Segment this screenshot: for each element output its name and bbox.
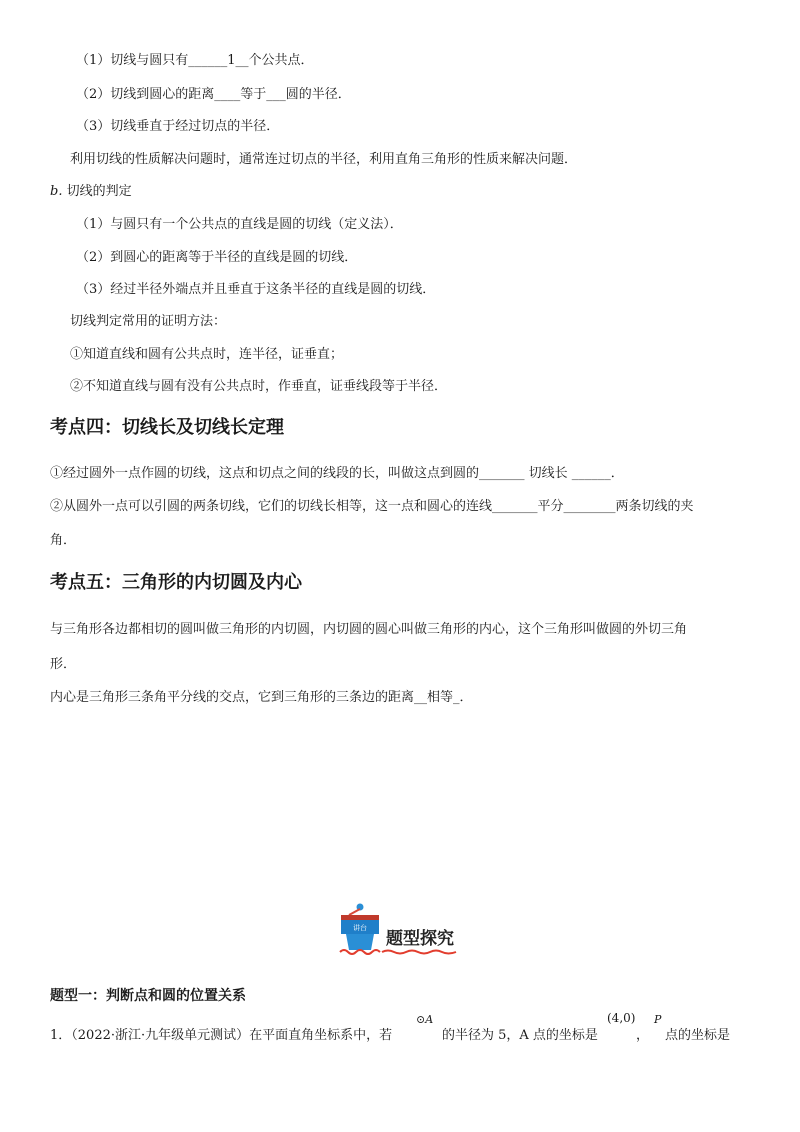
method-2: ②不知道直线与圆有没有公共点时，作垂直，证垂线段等于半径． bbox=[70, 379, 448, 394]
judgement-title: 切线的判定 bbox=[66, 184, 132, 199]
question-1-comma: ， bbox=[636, 1028, 650, 1043]
section4-title: 考点四：切线长及切线长定理 bbox=[50, 417, 284, 438]
judgement-heading bbox=[50, 183, 132, 201]
judgement-1: （1）与圆只有一个公共点的直线是圆的切线（定义法）． bbox=[76, 217, 403, 232]
section4-s1: ①经过圆外一点作圆的切线，这点和切点之间的线段的长，叫做这点到圆的_______ 切线长 ______． bbox=[50, 466, 624, 481]
section5-t2: 内心是三角形三条角平分线的交点，它到三角形的三条边的距离__相等_． bbox=[50, 690, 473, 705]
point-p-symbol: P bbox=[654, 1013, 662, 1026]
property-note: 利用切线的性质解决问题时，通常连过切点的半径，利用直角三角形的性质来解决问题． bbox=[70, 152, 578, 167]
section5-title: 考点五：三角形的内切圆及内心 bbox=[50, 572, 302, 593]
question-1-radius: 的半径为 5，A 点的坐标是 bbox=[442, 1028, 598, 1043]
section4-s2b: 角． bbox=[50, 533, 77, 548]
podium-icon bbox=[338, 900, 468, 960]
section5-t1b: 形． bbox=[50, 657, 77, 672]
method-1: ①知道直线和圆有公共点时，连半径，证垂直； bbox=[70, 347, 344, 362]
logo-text: 题型探究 bbox=[386, 929, 454, 949]
judgement-3: （3）经过半径外端点并且垂直于这条半径的直线是圆的切线． bbox=[76, 282, 436, 297]
logo-badge: 讲台 bbox=[353, 924, 367, 932]
label-b: b. bbox=[50, 184, 63, 199]
judgement-2: （2）到圆心的距离等于半径的直线是圆的切线． bbox=[76, 250, 358, 265]
type1-title: 题型一：判断点和圆的位置关系 bbox=[50, 988, 246, 1004]
coordinate-a: (4,0) bbox=[607, 1011, 636, 1025]
property-1: （1）切线与圆只有______1__个公共点． bbox=[76, 53, 314, 68]
question-1-end: 点的坐标是 bbox=[665, 1028, 731, 1043]
section4-s2: ②从圆外一点可以引圆的两条切线，它们的切线长相等，这一点和圆心的连线_______平分________两条切线的夹 bbox=[50, 499, 694, 514]
property-2: （2）切线到圆心的距离____等于___圆的半径． bbox=[76, 87, 351, 102]
question-1-start: 1．（2022·浙江·九年级单元测试）在平面直角坐标系中，若 bbox=[50, 1028, 393, 1043]
property-3: （3）切线垂直于经过切点的半径． bbox=[76, 119, 280, 134]
question-types-logo bbox=[338, 900, 468, 960]
section5-t1: 与三角形各边都相切的圆叫做三角形的内切圆，内切圆的圆心叫做三角形的内心，这个三角形叫做圆的外切三角 bbox=[50, 622, 688, 637]
circle-a-symbol: ⊙A bbox=[416, 1013, 434, 1026]
methods-title: 切线判定常用的证明方法： bbox=[70, 314, 227, 329]
